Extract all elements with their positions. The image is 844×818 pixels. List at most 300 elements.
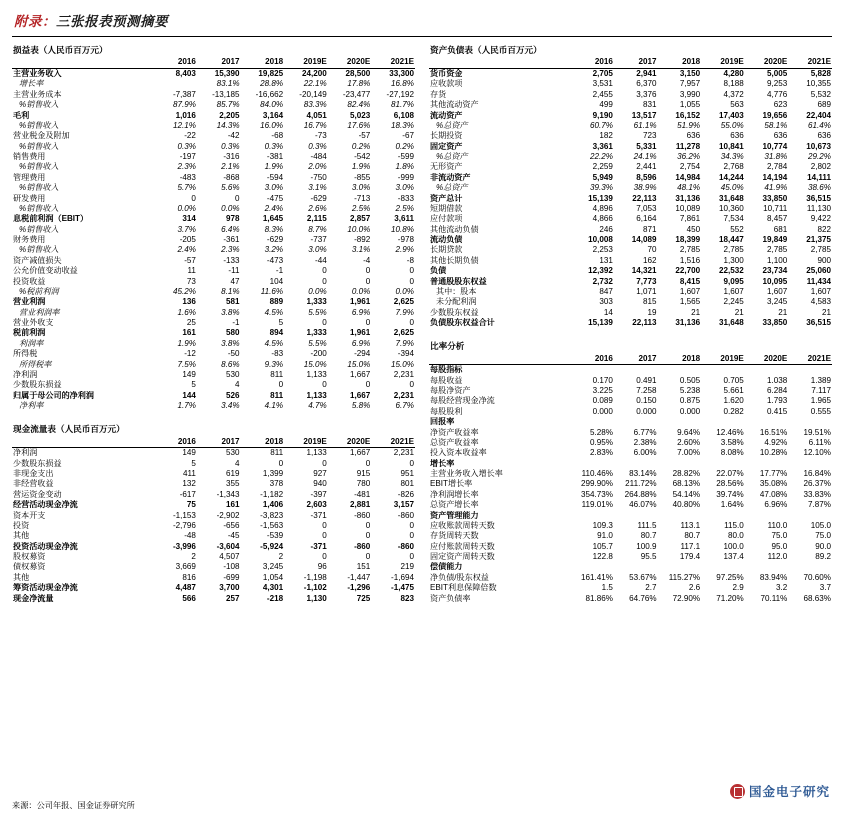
- row-value: 2: [278, 552, 284, 562]
- left-column: [12, 43, 415, 604]
- table-row: [429, 173, 832, 183]
- row-value: 3.0%: [395, 183, 414, 193]
- row-value: 823: [400, 593, 414, 603]
- row-value: 257: [226, 593, 240, 603]
- table-row: [12, 401, 415, 411]
- row-value: 889: [269, 297, 284, 307]
- row-value: 3,669: [175, 562, 196, 572]
- row-value: 100.0: [723, 541, 744, 551]
- row-value: 1,333: [306, 328, 327, 338]
- row-value: 1,961: [350, 297, 371, 307]
- row-value: 53.67%: [629, 572, 657, 582]
- ratio-analysis-table: [429, 328, 832, 604]
- row-value: -218: [266, 593, 284, 603]
- table-row: [12, 349, 415, 359]
- row-value: 19.51%: [803, 427, 831, 437]
- row-value: 2.5%: [395, 203, 414, 213]
- row-value: 7,957: [679, 79, 701, 89]
- row-value: 355: [226, 479, 240, 489]
- row-value: 1,607: [767, 286, 788, 296]
- row-value: 15.0%: [303, 359, 327, 369]
- row-value: -42: [227, 131, 240, 141]
- row-value: 499: [599, 100, 613, 110]
- column-header-year: 2019E: [284, 436, 328, 447]
- row-value: 3.8%: [221, 338, 240, 348]
- row-value: 2.5%: [351, 203, 371, 213]
- row-value: [745, 365, 789, 376]
- row-value: 6,164: [636, 214, 657, 224]
- row-value: 6.9%: [351, 307, 371, 317]
- row-value: 1,667: [350, 448, 371, 458]
- row-value: 4.92%: [764, 437, 788, 447]
- table-title: 损益表（人民币百万元）: [13, 45, 108, 55]
- row-label: %销售收入: [19, 120, 59, 130]
- row-value: 25,060: [806, 266, 831, 276]
- row-value: 2,705: [592, 69, 613, 79]
- row-value: 0.415: [767, 406, 788, 416]
- table-row: [429, 68, 832, 79]
- row-value: 162: [643, 255, 657, 265]
- table-row: [12, 479, 415, 489]
- row-value: 31.8%: [764, 152, 788, 162]
- page-title-prefix: 附录：: [14, 14, 56, 29]
- row-value: 45.0%: [720, 183, 744, 193]
- row-value: 3.1%: [351, 245, 371, 255]
- row-value: 10,841: [718, 141, 744, 151]
- row-value: 31,648: [718, 193, 744, 203]
- row-value: 0: [322, 276, 327, 286]
- row-value: 115.27%: [668, 572, 701, 582]
- row-value: 2.38%: [633, 437, 657, 447]
- table-row: [12, 459, 415, 469]
- table-row: [12, 448, 415, 459]
- row-value: 8,457: [767, 214, 788, 224]
- row-value: 11,130: [806, 203, 831, 213]
- row-value: 0.0%: [221, 203, 240, 213]
- table-row: [429, 245, 832, 255]
- row-value: 0: [322, 520, 327, 530]
- table-title: 资产负债表（人民币百万元）: [430, 45, 542, 55]
- row-value: 112.0: [767, 552, 788, 562]
- row-value: -826: [397, 489, 414, 499]
- row-value: 2,768: [723, 162, 744, 172]
- row-value: 0: [365, 318, 371, 328]
- table-row: [12, 287, 415, 297]
- row-value: 182: [599, 131, 613, 141]
- row-value: [701, 510, 745, 520]
- row-value: 29.2%: [808, 152, 831, 162]
- row-label: EBIT增长率: [430, 479, 473, 489]
- row-value: 0.705: [723, 375, 744, 385]
- row-value: 0: [322, 318, 327, 328]
- row-value: -473: [266, 255, 284, 265]
- row-value: 10,711: [763, 203, 788, 213]
- table-row: [429, 193, 832, 203]
- row-value: 0.0%: [177, 203, 196, 213]
- row-value: [570, 365, 614, 376]
- row-value: 0.000: [592, 406, 613, 416]
- row-value: 149: [182, 448, 196, 458]
- row-value: 3.2: [776, 583, 788, 593]
- row-value: -12: [184, 349, 196, 359]
- row-value: 5,331: [636, 141, 657, 151]
- row-label: 财务费用: [13, 235, 46, 245]
- row-label: 净资产收益率: [430, 427, 479, 437]
- row-value: 6,370: [636, 79, 657, 89]
- row-value: 33,300: [389, 69, 414, 79]
- row-label: 应付账款周转天数: [430, 541, 495, 551]
- row-value: [614, 365, 658, 376]
- row-value: 1.7%: [177, 401, 196, 411]
- row-value: 10,095: [762, 276, 788, 286]
- row-value: 60.7%: [589, 120, 613, 130]
- row-label: 其他流动负债: [430, 224, 479, 234]
- row-value: 4,487: [175, 583, 196, 593]
- row-label: %销售收入: [19, 100, 59, 110]
- table-row: [12, 521, 415, 531]
- row-value: 10.28%: [759, 448, 788, 458]
- row-value: -3,996: [172, 541, 196, 551]
- row-value: 10.0%: [347, 224, 371, 234]
- row-value: 450: [686, 224, 701, 234]
- row-value: 3,245: [767, 297, 788, 307]
- row-value: -11: [228, 266, 240, 276]
- row-label: 筹资活动现金净流: [13, 583, 78, 593]
- table-row: [429, 214, 832, 224]
- row-value: 7.258: [636, 386, 657, 396]
- row-value: 5,023: [350, 110, 371, 120]
- row-value: 10,355: [806, 79, 831, 89]
- page-title: [0, 0, 844, 34]
- row-value: 75.0: [815, 531, 831, 541]
- row-value: 0: [322, 531, 327, 541]
- row-label: 总资产收益率: [430, 437, 479, 447]
- row-label: 存货: [430, 89, 447, 99]
- row-value: 21: [734, 307, 744, 317]
- row-value: 90.0: [815, 541, 831, 551]
- row-value: [570, 562, 614, 572]
- table-row: [12, 328, 415, 338]
- table-row: [12, 593, 415, 603]
- row-value: 0: [278, 458, 284, 468]
- row-value: 0.170: [592, 375, 613, 385]
- row-value: 4.5%: [264, 338, 284, 348]
- row-value: -737: [310, 235, 327, 245]
- row-value: 3.0%: [264, 183, 284, 193]
- table-row: [429, 593, 832, 603]
- table-row: [12, 214, 415, 224]
- row-label: 利润率: [19, 338, 44, 348]
- row-value: 12.1%: [172, 120, 196, 130]
- table-row: [12, 204, 415, 214]
- row-value: 8.1%: [221, 286, 240, 296]
- row-value: 1,300: [723, 255, 744, 265]
- table-row: [12, 297, 415, 307]
- row-value: 34.3%: [720, 152, 744, 162]
- row-label: 流动资产: [430, 110, 463, 120]
- row-value: 39.74%: [716, 489, 744, 499]
- watermark-label: 国金电子研究: [748, 785, 830, 799]
- row-label: 毛利: [13, 110, 30, 120]
- row-value: -316: [223, 152, 240, 162]
- row-value: 7.5%: [177, 359, 196, 369]
- column-header-label: [12, 57, 153, 68]
- row-value: 28.56%: [716, 479, 744, 489]
- row-label: 其他: [13, 572, 30, 582]
- table-row: [12, 510, 415, 520]
- table-row: [12, 391, 415, 401]
- table-row: [12, 152, 415, 162]
- column-header-year: 2020E: [328, 57, 372, 68]
- row-value: [745, 562, 789, 572]
- row-value: 1,667: [350, 390, 371, 400]
- row-value: 2.60%: [677, 437, 701, 447]
- row-value: 3,700: [219, 583, 240, 593]
- row-value: 8.7%: [308, 224, 327, 234]
- row-value: 5: [191, 380, 196, 390]
- row-value: 22.2%: [589, 152, 613, 162]
- row-value: 95.0: [771, 541, 788, 551]
- row-label: %销售收入: [19, 203, 59, 213]
- row-value: -629: [310, 193, 327, 203]
- row-value: [658, 562, 702, 572]
- row-label: 无形资产: [430, 162, 463, 172]
- row-value: 15.0%: [347, 359, 371, 369]
- row-value: 28.82%: [672, 469, 701, 479]
- row-value: 109.3: [592, 520, 613, 530]
- row-value: 1.038: [767, 375, 788, 385]
- row-value: 16.0%: [260, 120, 284, 130]
- row-value: 14,244: [718, 172, 744, 182]
- row-label: 净利润增长率: [430, 489, 479, 499]
- row-label: 其他流动资产: [430, 100, 479, 110]
- row-label: 所得税: [13, 349, 38, 359]
- row-value: 0.3%: [177, 141, 196, 151]
- row-label: 净利润: [13, 448, 38, 458]
- row-value: 131: [599, 255, 613, 265]
- table-header-row: [429, 353, 832, 364]
- row-value: 97.25%: [716, 572, 744, 582]
- row-value: 811: [270, 448, 284, 458]
- row-value: 2,802: [810, 162, 831, 172]
- row-value: -1,198: [303, 572, 327, 582]
- row-value: -656: [223, 520, 240, 530]
- row-value: 10,089: [675, 203, 701, 213]
- row-value: 2,785: [767, 245, 788, 255]
- row-label: 债权募资: [13, 562, 46, 572]
- ratio-group-label: 每股指标: [430, 365, 463, 375]
- row-value: 22,700: [675, 266, 701, 276]
- table-row: [12, 308, 415, 318]
- row-label: 存货周转天数: [430, 531, 479, 541]
- row-value: 137.4: [723, 552, 744, 562]
- row-value: 871: [643, 224, 657, 234]
- table-row: [12, 68, 415, 79]
- row-value: 81.7%: [391, 100, 414, 110]
- row-value: 132: [182, 479, 196, 489]
- column-header-year: 2021E: [371, 57, 415, 68]
- row-value: 0: [322, 458, 327, 468]
- table-row: [12, 469, 415, 479]
- row-label: 资本开支: [13, 510, 46, 520]
- row-value: 33,850: [762, 318, 788, 328]
- row-value: 83.3%: [303, 100, 327, 110]
- row-value: -475: [266, 193, 284, 203]
- row-value: 0.0%: [351, 286, 371, 296]
- row-value: 22,113: [632, 318, 657, 328]
- row-value: 2,231: [393, 390, 414, 400]
- row-value: 9.64%: [677, 427, 701, 437]
- row-label: 营业利润: [13, 297, 46, 307]
- row-value: 33.83%: [803, 489, 831, 499]
- row-value: 2,881: [350, 500, 371, 510]
- table-row: [12, 552, 415, 562]
- row-value: 4.5%: [264, 307, 284, 317]
- ratio-group-header: [429, 459, 832, 469]
- row-value: 2.0%: [308, 162, 327, 172]
- table-row: [12, 131, 415, 141]
- row-value: 5.661: [723, 386, 744, 396]
- table-row: [429, 438, 832, 448]
- row-value: 619: [226, 469, 240, 479]
- row-value: [614, 562, 658, 572]
- row-value: 0.491: [636, 375, 657, 385]
- row-value: 1.9%: [177, 338, 196, 348]
- table-row: [429, 276, 832, 286]
- row-value: -48: [184, 531, 196, 541]
- row-value: 17.8%: [347, 79, 371, 89]
- table-row: [12, 100, 415, 110]
- row-value: 83.94%: [759, 572, 788, 582]
- ratio-group-header: [429, 365, 832, 376]
- row-label: 息税前利润（EBIT）: [13, 214, 89, 224]
- row-value: 2,455: [592, 89, 613, 99]
- row-value: 61.1%: [633, 120, 657, 130]
- row-value: -200: [310, 349, 327, 359]
- row-value: 1,016: [175, 110, 196, 120]
- row-value: 1,333: [306, 297, 327, 307]
- row-value: -999: [397, 172, 414, 182]
- row-label: 非流动资产: [430, 172, 471, 182]
- row-value: 7.00%: [677, 448, 701, 458]
- row-value: 927: [313, 469, 327, 479]
- row-value: 4,776: [767, 89, 788, 99]
- row-value: 3.2%: [264, 245, 284, 255]
- table-row: [12, 562, 415, 572]
- row-value: 71.20%: [716, 593, 744, 603]
- row-value: 1,645: [262, 214, 284, 224]
- row-value: 38.6%: [808, 183, 831, 193]
- ratio-group-label: 回报率: [430, 417, 455, 427]
- column-header-year: 2017: [614, 353, 658, 364]
- table-row: [12, 173, 415, 183]
- row-value: 70.11%: [760, 593, 788, 603]
- table-row: [429, 573, 832, 583]
- row-value: -617: [179, 489, 196, 499]
- column-header-year: 2018: [658, 353, 702, 364]
- row-value: 0: [322, 266, 327, 276]
- row-value: 15,139: [588, 318, 613, 328]
- row-value: [658, 365, 702, 376]
- spacer-cell: [12, 411, 415, 422]
- table-header-row: [12, 57, 415, 68]
- row-value: -4: [363, 255, 371, 265]
- row-value: 831: [643, 100, 657, 110]
- row-value: 0: [365, 531, 371, 541]
- column-header-label: [12, 436, 153, 447]
- table-spacer: [429, 328, 832, 339]
- row-value: 6,108: [393, 110, 414, 120]
- column-header-year: 2016: [570, 57, 614, 68]
- row-label: 归属于母公司的净利润: [13, 390, 94, 400]
- row-value: 815: [643, 297, 657, 307]
- column-header-year: 2016: [153, 436, 197, 447]
- row-label: 净负债/股东权益: [430, 572, 489, 582]
- row-label: 营业利润率: [19, 307, 60, 317]
- row-value: 0.2%: [351, 141, 371, 151]
- row-value: 4,051: [306, 110, 327, 120]
- table-row: [429, 552, 832, 562]
- watermark: [730, 782, 830, 800]
- table-section-header: [12, 43, 415, 57]
- row-value: 5,532: [810, 89, 831, 99]
- row-label: 应付款项: [430, 214, 463, 224]
- row-label: 每股经营现金净流: [430, 396, 495, 406]
- row-value: 2,785: [810, 245, 831, 255]
- row-value: 8.08%: [720, 448, 744, 458]
- row-value: 0.000: [636, 406, 657, 416]
- row-value: [614, 459, 658, 469]
- column-header-label: [429, 353, 570, 364]
- row-value: 11.6%: [260, 286, 284, 296]
- row-value: 14,194: [762, 172, 788, 182]
- row-value: 2,205: [219, 110, 240, 120]
- column-header-year: 2018: [241, 57, 285, 68]
- row-value: 16.51%: [759, 427, 788, 437]
- table-section-header: [429, 43, 832, 57]
- row-value: 1,961: [350, 328, 371, 338]
- row-value: 5: [191, 458, 196, 468]
- table-row: [12, 183, 415, 193]
- row-value: 35.08%: [759, 479, 788, 489]
- row-value: 2,603: [306, 500, 327, 510]
- row-value: [153, 79, 197, 89]
- row-value: [658, 417, 702, 427]
- column-header-year: 2017: [614, 57, 658, 68]
- table-row: [12, 225, 415, 235]
- row-value: 51.9%: [677, 120, 701, 130]
- row-value: 0: [365, 276, 371, 286]
- row-value: 0.3%: [264, 141, 284, 151]
- row-label: 非经营收益: [13, 479, 54, 489]
- table-row: [429, 318, 832, 328]
- row-value: [788, 365, 832, 376]
- row-value: 3.4%: [221, 401, 240, 411]
- row-value: 21: [778, 307, 788, 317]
- row-value: 4,866: [592, 214, 613, 224]
- row-value: -481: [354, 489, 371, 499]
- row-value: 2.9: [732, 583, 744, 593]
- row-value: 119.01%: [581, 500, 613, 510]
- row-value: 31,136: [675, 193, 701, 203]
- row-value: 11,434: [806, 276, 831, 286]
- table-spacer: [12, 411, 415, 422]
- row-value: 81.86%: [585, 593, 613, 603]
- column-header-year: 2018: [658, 57, 702, 68]
- row-label: 流动负债: [430, 235, 463, 245]
- row-value: 0: [191, 193, 196, 203]
- row-value: -978: [397, 235, 414, 245]
